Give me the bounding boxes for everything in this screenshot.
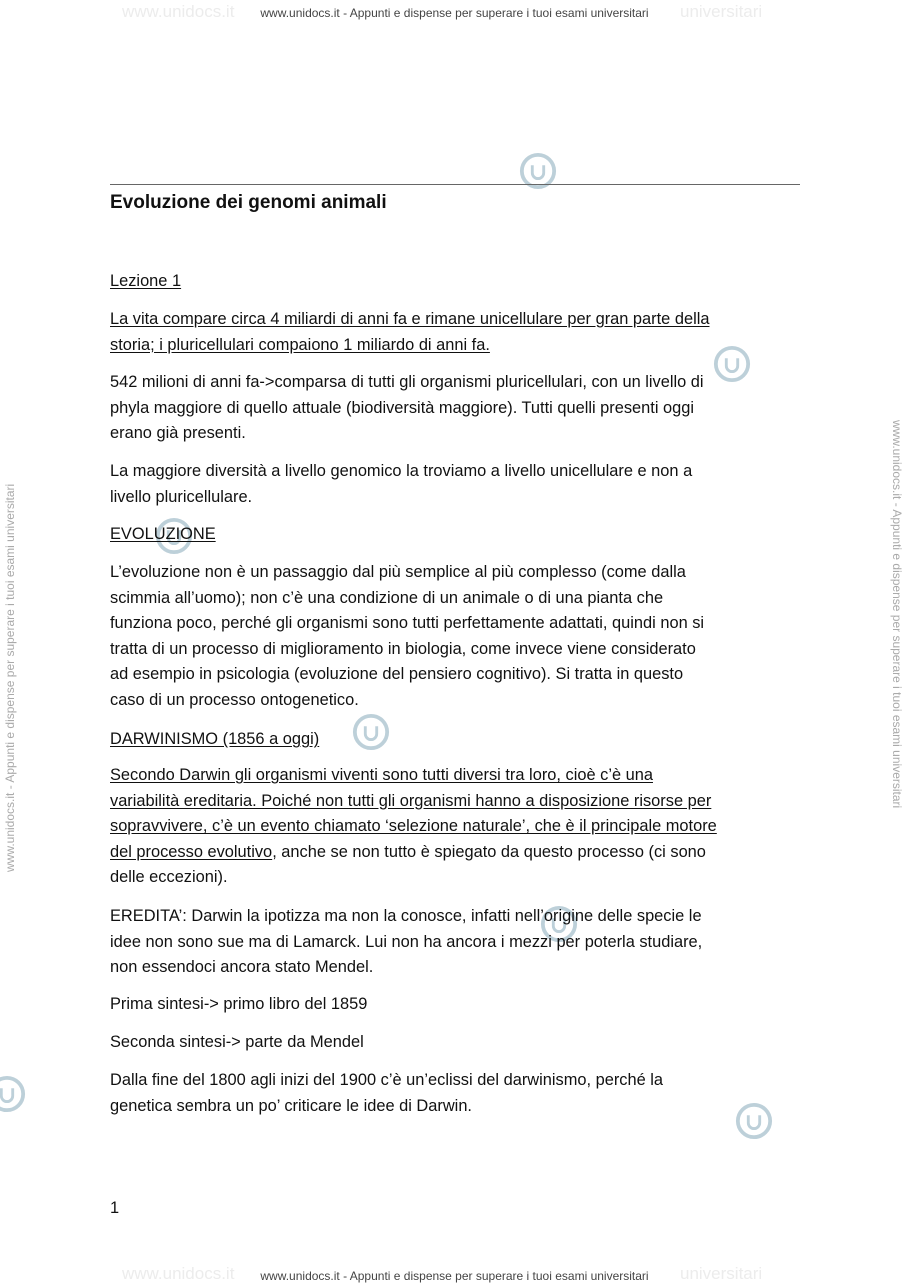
document-title: Evoluzione dei genomi animali: [110, 192, 387, 213]
paragraph-prima-sintesi: Prima sintesi-> primo libro del 1859: [110, 995, 368, 1013]
heading-evoluzione: EVOLUZIONE: [110, 525, 216, 543]
watermark-side-right: www.unidocs.it - Appunti e dispense per superare i tuoi esami universitari: [890, 420, 904, 809]
paragraph-line: ad esempio in psicologia (evoluzione del pensiero cognitivo). Si tratta in questo: [110, 665, 684, 683]
paragraph-evoluzione: [110, 560, 810, 713]
paragraph-line: 542 milioni di anni fa->comparsa di tutti gli organismi pluricellulari, con un livello di: [110, 373, 704, 391]
paragraph-line: Secondo Darwin gli organismi viventi sono tutti diversi tra loro, cioè c’è una: [110, 766, 653, 784]
paragraph-line: [110, 840, 810, 866]
paragraph-line: variabilità ereditaria. Poiché non tutti gli organismi hanno a disposizione risorse per: [110, 791, 712, 810]
watermark-ghost-top-right: universitari: [680, 2, 763, 21]
paragraph-line: scimmia all’uomo); non c’è una condizione di un animale o di una pianta che: [110, 588, 664, 607]
paragraph-line: La vita compare circa 4 miliardi di anni fa e rimane unicellulare per gran parte della: [110, 310, 710, 328]
paragraph-line: storia; i pluricellulari compaiono 1 miliardo di anni fa.: [110, 335, 490, 354]
paragraph-line: non essendoci ancora stato Mendel.: [110, 958, 374, 976]
paragraph-line: tratta di un processo di miglioramento in biologia, come invece viene considerato: [110, 639, 696, 658]
paragraph-line: delle eccezioni).: [110, 868, 228, 886]
paragraph-line: EREDITA’: Darwin la ipotizza ma non la conosce, infatti nell’origine delle specie le: [110, 907, 702, 925]
paragraph-eredita: [110, 904, 810, 981]
paragraph-line: L’evoluzione non è un passaggio dal più semplice al più complesso (come dalla: [110, 563, 686, 581]
line-continuation: , anche se non tutto è spiegato da questo processo (ci sono: [272, 842, 706, 861]
header-divider: [110, 184, 800, 185]
watermark-ghost-bottom-right: universitari: [680, 1264, 763, 1283]
paragraph-seconda-sintesi: Seconda sintesi-> parte da Mendel: [110, 1033, 364, 1051]
paragraph-line: erano già presenti.: [110, 424, 246, 442]
paragraph-diversita: [110, 459, 810, 510]
page-number: 1: [110, 1199, 120, 1217]
paragraph-line: livello pluricellulare.: [110, 487, 253, 506]
watermark-ghost-bottom-left: www.unidocs.it: [122, 1264, 235, 1283]
watermark-side-left: www.unidocs.it - Appunti e dispense per superare i tuoi esami universitari: [3, 483, 17, 872]
watermark-banner-top: www.unidocs.it - Appunti e dispense per superare i tuoi esami universitari: [260, 6, 649, 20]
paragraph-line: funziona poco, perché gli organismi sono tutti perfettamente adattati, quindi non si: [110, 614, 705, 632]
paragraph-line: La maggiore diversità a livello genomico la troviamo a livello unicellulare e non a: [110, 462, 693, 480]
paragraph-darwin: [110, 763, 810, 891]
watermark-ghost-top-left: www.unidocs.it: [122, 2, 235, 21]
paragraph-eclissi: [110, 1068, 810, 1119]
paragraph-line: sopravvivere, c’è un evento chiamato ‘selezione naturale’, che è il principale motore: [110, 817, 717, 835]
paragraph-line: caso di un processo ontogenetico.: [110, 690, 359, 709]
paragraph-line: idee non sono sue ma di Lamarck. Lui non ha ancora i mezzi per poterla studiare,: [110, 932, 703, 951]
paragraph-542-milioni: [110, 370, 810, 447]
unidocs-logo-icon: [0, 1075, 26, 1113]
paragraph-vita: [110, 307, 810, 358]
underlined-phrase: del processo evolutivo: [110, 842, 273, 861]
heading-darwinismo: DARWINISMO (1856 a oggi): [110, 730, 320, 748]
paragraph-line: Dalla fine del 1800 agli inizi del 1900 c’è un’eclissi del darwinismo, perché la: [110, 1071, 664, 1089]
watermark-banner-bottom: www.unidocs.it - Appunti e dispense per superare i tuoi esami universitari: [260, 1269, 649, 1283]
paragraph-line: phyla maggiore di quello attuale (biodiversità maggiore). Tutti quelli presenti oggi: [110, 398, 695, 417]
lesson-heading: Lezione 1: [110, 272, 182, 290]
paragraph-line: genetica sembra un po’ criticare le idee di Darwin.: [110, 1096, 472, 1115]
